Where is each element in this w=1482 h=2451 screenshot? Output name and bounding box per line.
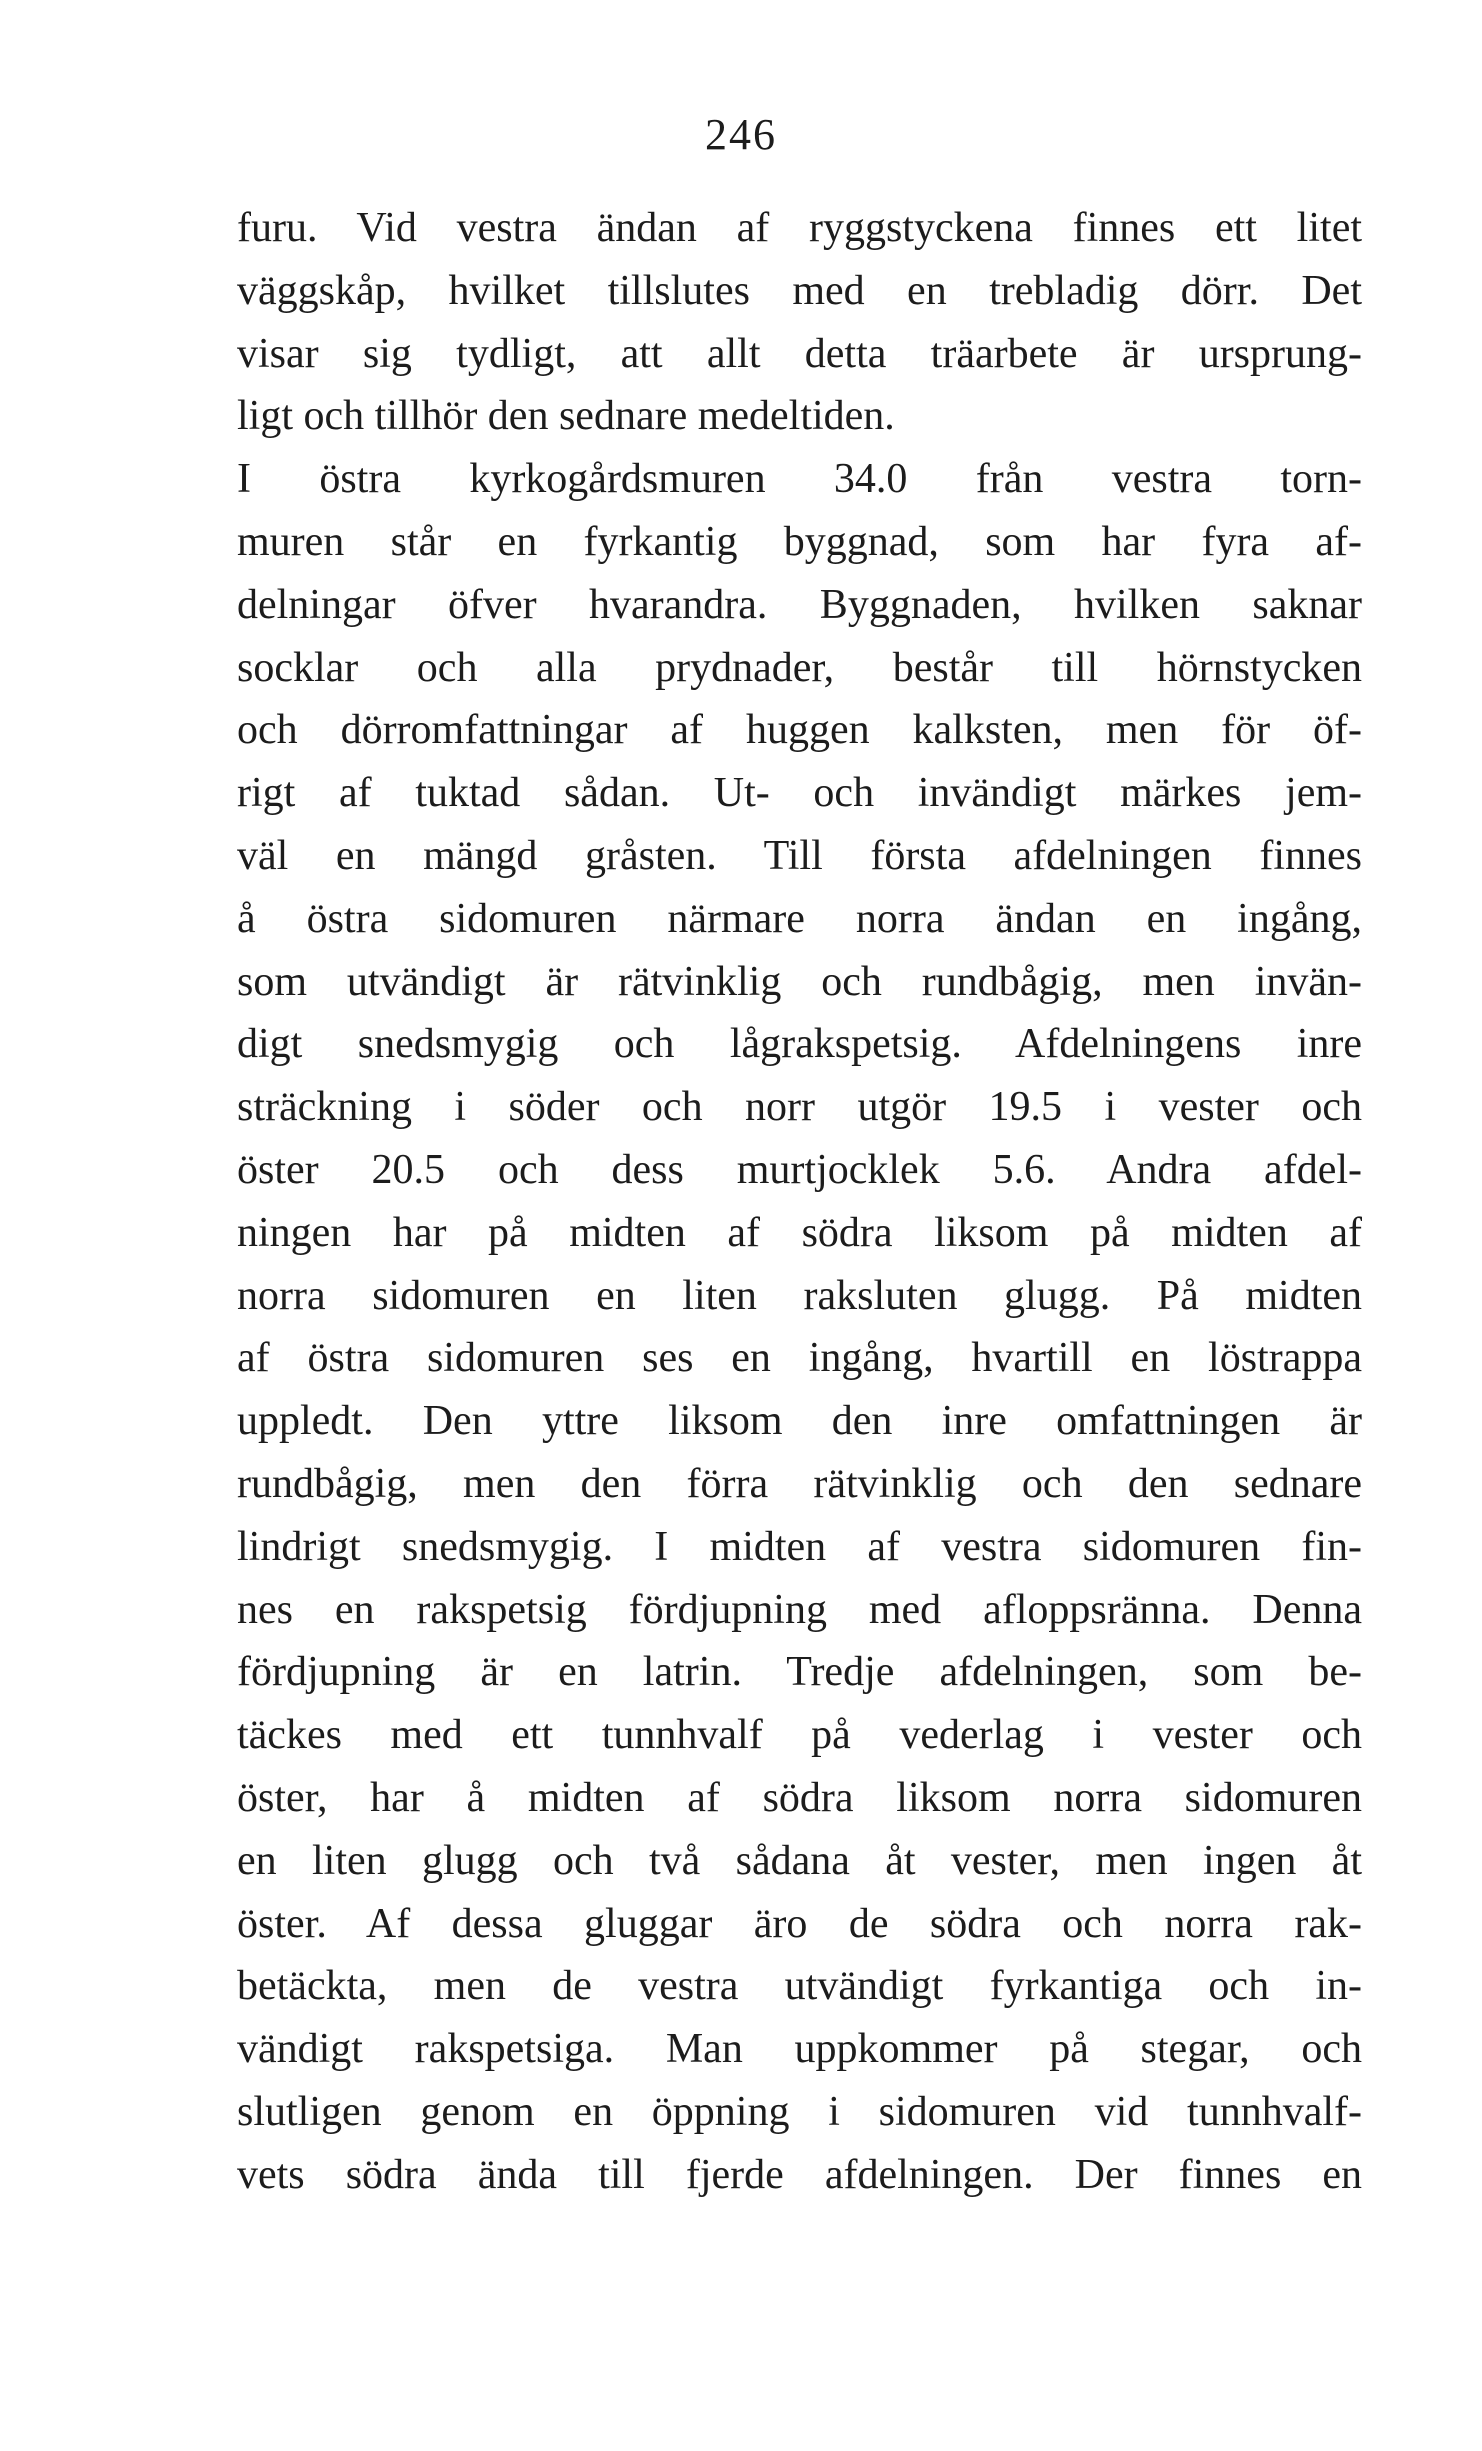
text-line: rundbågig, men den förra rätvinklig och den sednare	[237, 1460, 1362, 1507]
text-line: täckes med ett tunnhvalf på vederlag i vester och	[237, 1712, 1362, 1759]
text-line: ligt och tillhör den sednare medeltiden.	[237, 393, 895, 440]
text-line: delningar öfver hvarandra. Byggnaden, hvilken saknar	[237, 581, 1362, 628]
text-line: fördjupning är en latrin. Tredje afdelningen, som be-	[237, 1649, 1362, 1696]
text-line: muren står en fyrkantig byggnad, som har fyra af-	[237, 518, 1362, 565]
text-line: nes en rakspetsig fördjupning med afloppsränna. Denna	[237, 1586, 1362, 1633]
text-line: rigt af tuktad sådan. Ut- och invändigt märkes jem-	[237, 770, 1362, 817]
text-line: betäckta, men de vestra utvändigt fyrkantiga och in-	[237, 1963, 1362, 2010]
text-line: sträckning i söder och norr utgör 19.5 i vester och	[237, 1084, 1362, 1131]
text-line: slutligen genom en öppning i sidomuren vid tunnhvalf-	[237, 2088, 1362, 2135]
text-line: väl en mängd gråsten. Till första afdelningen finnes	[237, 832, 1362, 879]
text-line: vets södra ända till fjerde afdelningen. Der finnes en	[237, 2151, 1362, 2198]
text-line: och dörromfattningar af huggen kalksten, men för öf-	[237, 707, 1362, 754]
text-line: som utvändigt är rätvinklig och rundbågig, men invän-	[237, 958, 1362, 1005]
text-line: digt snedsmygig och lågrakspetsig. Afdelningens inre	[237, 1021, 1362, 1068]
text-line: öster 20.5 och dess murtjocklek 5.6. Andra afdel-	[237, 1146, 1362, 1193]
text-line: af östra sidomuren ses en ingång, hvartill en löstrappa	[237, 1335, 1362, 1382]
text-line: väggskåp, hvilket tillslutes med en trebladig dörr. Det	[237, 267, 1362, 314]
page-number: 246	[705, 110, 777, 159]
text-line: ningen har på midten af södra liksom på midten af	[237, 1209, 1362, 1256]
text-line: en liten glugg och två sådana åt vester, men ingen åt	[237, 1837, 1362, 1884]
text-line: socklar och alla prydnader, består till hörnstycken	[237, 644, 1362, 691]
text-line: furu. Vid vestra ändan af ryggstyckena finnes ett litet	[237, 205, 1362, 251]
text-line: norra sidomuren en liten raksluten glugg. På midten	[237, 1272, 1362, 1319]
body-text	[237, 197, 1362, 2207]
text-line: å östra sidomuren närmare norra ändan en ingång,	[237, 895, 1362, 942]
text-line: I östra kyrkogårdsmuren 34.0 från vestra torn-	[237, 456, 1362, 503]
text-line: uppledt. Den yttre liksom den inre omfattningen är	[237, 1398, 1362, 1445]
text-line: visar sig tydligt, att allt detta träarbete är ursprung-	[237, 330, 1362, 377]
text-line: lindrigt snedsmygig. I midten af vestra sidomuren fin-	[237, 1523, 1362, 1570]
text-line: öster. Af dessa gluggar äro de södra och norra rak-	[237, 1900, 1362, 1947]
text-line: öster, har å midten af södra liksom norra sidomuren	[237, 1774, 1362, 1821]
text-line: vändigt rakspetsiga. Man uppkommer på stegar, och	[237, 2026, 1362, 2073]
